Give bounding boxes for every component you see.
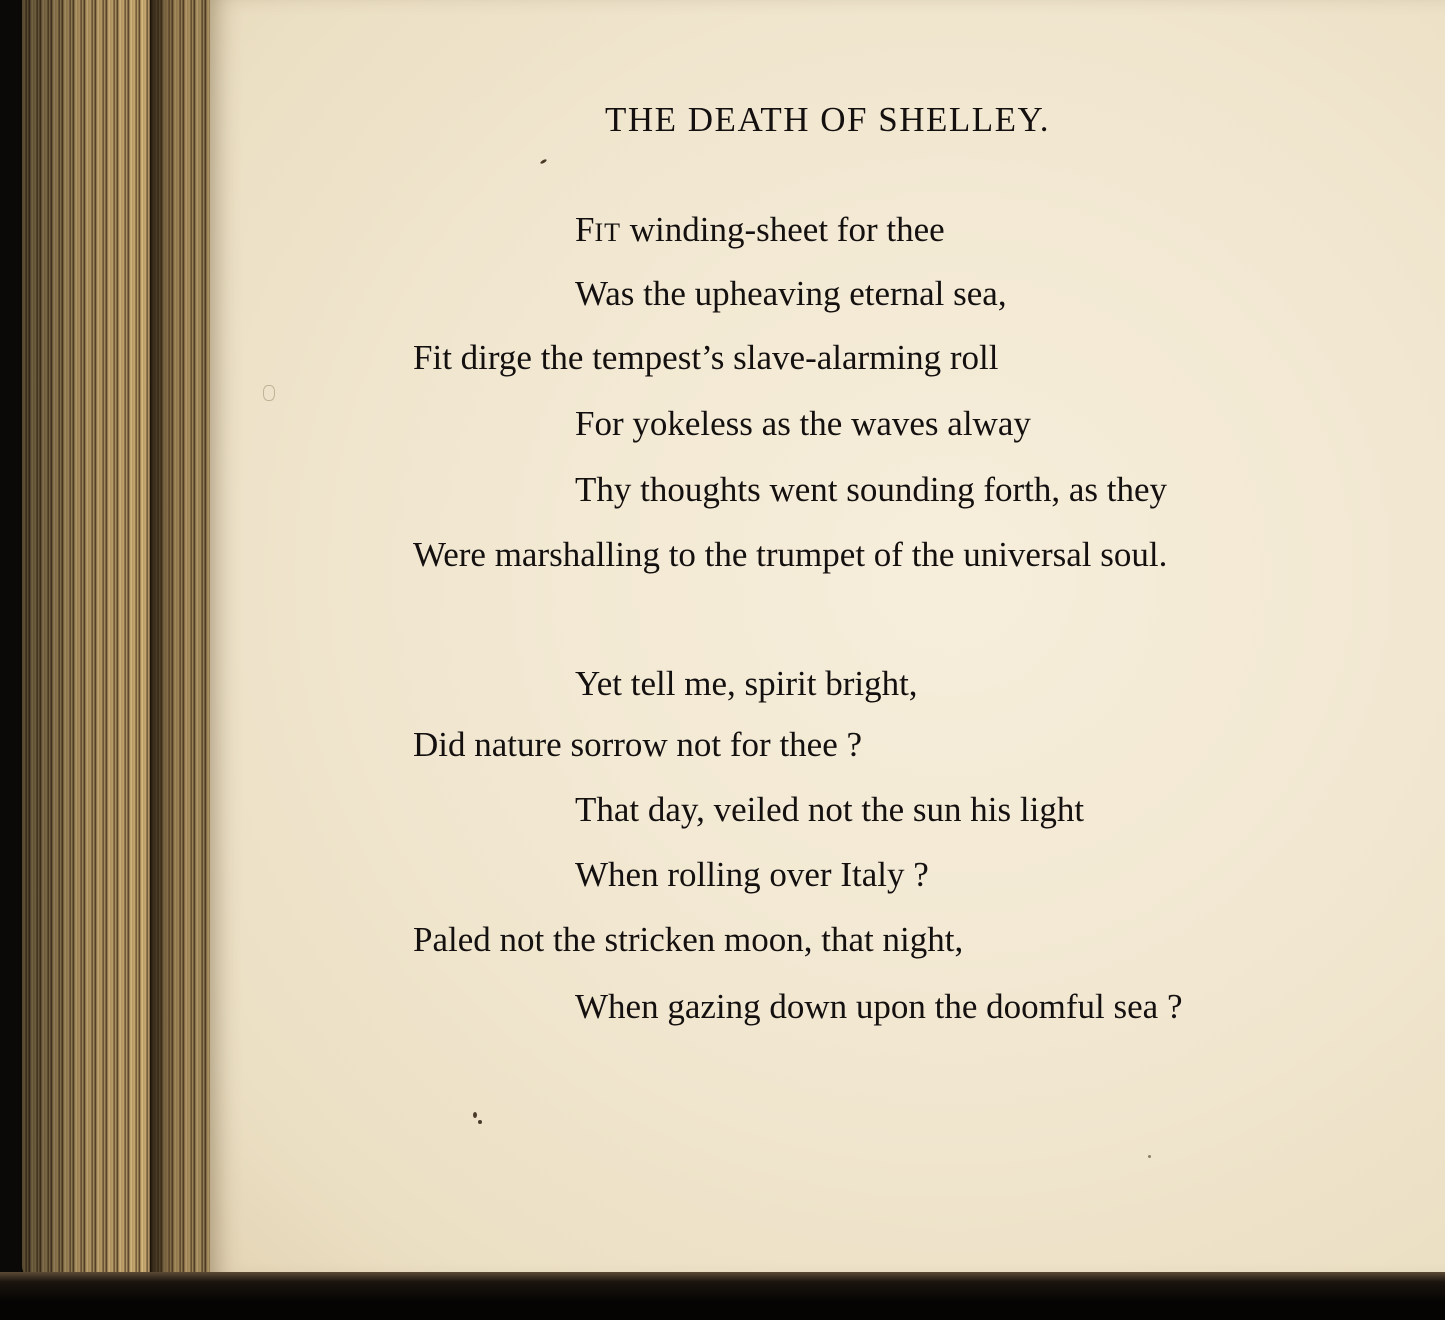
stanza1-line1 — [575, 210, 945, 250]
poem-title: THE DEATH OF SHELLEY. — [605, 100, 1051, 139]
stanza2-line5: Paled not the stricken moon, that night, — [413, 920, 964, 959]
small-caps-rest: IT — [594, 218, 622, 247]
stanza2-line2: Did nature sorrow not for thee ? — [413, 725, 863, 764]
stanza1-line4: For yokeless as the waves alway — [575, 404, 1031, 443]
scan-bottom-shadow — [0, 1272, 1445, 1320]
stanza1-line2: Was the upheaving eternal sea, — [575, 274, 1007, 313]
faint-pencil-mark — [263, 385, 275, 401]
book-page-edges — [22, 0, 222, 1280]
stanza2-line4: When rolling over Italy ? — [575, 855, 929, 894]
drop-initial: F — [575, 210, 595, 249]
gutter-shadow — [150, 0, 190, 1275]
stanza2-line3: That day, veiled not the sun his light — [575, 790, 1085, 829]
stanza2-line6: When gazing down upon the doomful sea ? — [575, 987, 1183, 1026]
paper-page — [210, 0, 1445, 1278]
paper-speck — [473, 1112, 477, 1118]
paper-speck — [1148, 1155, 1151, 1158]
stanza1-line3: Fit dirge the tempest’s slave-alarming roll — [413, 338, 999, 377]
stanza1-line5: Thy thoughts went sounding forth, as they — [575, 470, 1168, 509]
line-rest: winding-sheet for thee — [621, 210, 945, 249]
stanza2-line1: Yet tell me, spirit bright, — [575, 664, 918, 703]
stanza1-line6: Were marshalling to the trumpet of the universal soul. — [413, 535, 1168, 574]
paper-speck — [478, 1120, 482, 1124]
